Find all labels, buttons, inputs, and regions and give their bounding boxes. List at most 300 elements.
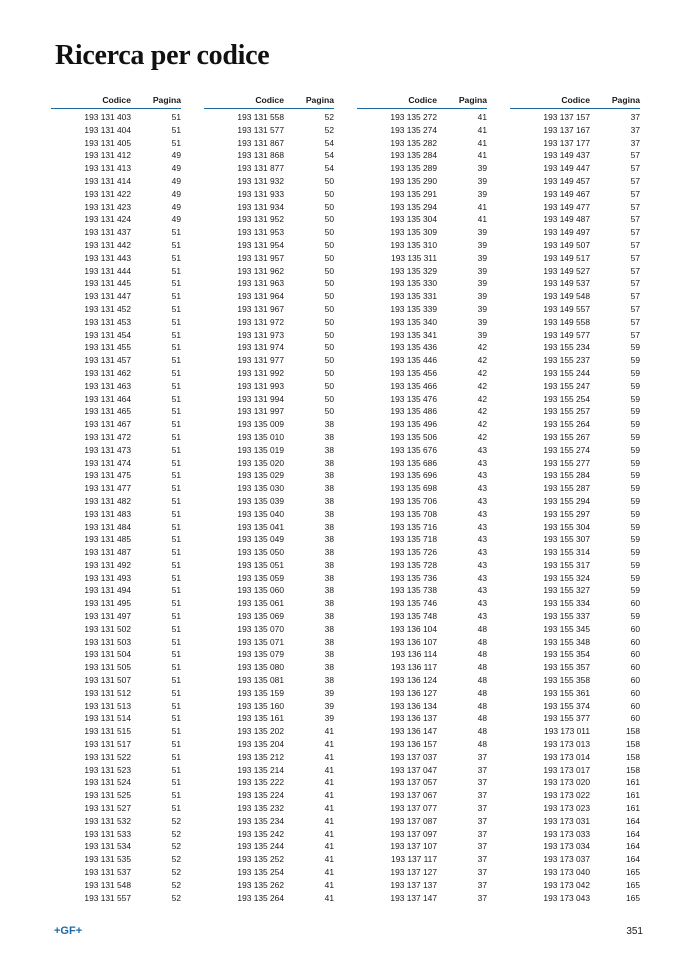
page-cell: 41 (477, 112, 487, 122)
page-cell: 51 (171, 291, 181, 302)
page-cell: 50 (324, 175, 334, 186)
code-cell: 193 136 157 (390, 739, 437, 750)
page-cell: 164 (626, 854, 640, 865)
code-cell: 193 131 477 (84, 483, 131, 494)
page-cell: 43 (477, 572, 487, 583)
page-cell: 43 (477, 598, 487, 609)
page-cell: 165 (626, 867, 640, 878)
table-row (510, 329, 640, 342)
code-cell: 193 135 040 (237, 508, 284, 519)
code-cell: 193 135 060 (237, 585, 284, 596)
table-row (510, 213, 640, 226)
table-row (357, 751, 487, 764)
code-cell: 193 135 716 (390, 521, 437, 532)
code-cell: 193 137 087 (390, 815, 437, 826)
code-cell: 193 131 464 (84, 393, 131, 404)
code-cell: 193 131 474 (84, 457, 131, 468)
page-cell: 48 (477, 636, 487, 647)
page-cell: 51 (171, 508, 181, 519)
table-row (510, 367, 640, 380)
table-row (357, 533, 487, 546)
code-cell: 193 173 011 (544, 726, 590, 737)
header-page-label: Pagina (611, 95, 640, 105)
code-cell: 193 173 034 (543, 841, 590, 852)
page-cell: 51 (171, 112, 181, 122)
code-cell: 193 135 160 (237, 700, 284, 711)
code-cell: 193 131 472 (84, 431, 131, 442)
code-cell: 193 131 957 (237, 252, 284, 263)
table-row (204, 584, 334, 597)
page-cell: 50 (324, 239, 334, 250)
header-code-label: Codice (408, 95, 437, 105)
page-cell: 51 (171, 623, 181, 634)
table-row (357, 469, 487, 482)
page-cell: 42 (477, 393, 487, 404)
page-cell: 158 (626, 751, 640, 762)
page-cell: 51 (171, 547, 181, 558)
code-cell: 193 135 466 (390, 380, 437, 391)
code-cell: 193 155 267 (543, 431, 590, 442)
page-cell: 50 (324, 316, 334, 327)
code-cell: 193 131 404 (84, 124, 131, 135)
table-row (51, 213, 181, 226)
table-row (357, 316, 487, 329)
table-row (204, 380, 334, 393)
table-row (204, 162, 334, 175)
code-cell: 193 136 147 (390, 726, 437, 737)
table-row (204, 482, 334, 495)
table-row (51, 584, 181, 597)
table-row (204, 674, 334, 687)
code-cell: 193 149 447 (543, 163, 590, 174)
page-cell: 51 (171, 751, 181, 762)
table-row (357, 623, 487, 636)
header-code-label: Codice (102, 95, 131, 105)
code-cell: 193 131 475 (84, 470, 131, 481)
page-cell: 52 (171, 892, 181, 903)
page-cell: 60 (630, 675, 640, 686)
code-cell: 193 149 497 (543, 227, 590, 238)
code-cell: 193 131 463 (84, 380, 131, 391)
code-cell: 193 131 934 (237, 201, 284, 212)
page-cell: 39 (477, 291, 487, 302)
code-cell: 193 135 214 (237, 764, 284, 775)
page-cell: 37 (477, 815, 487, 826)
table-row (204, 700, 334, 713)
page-cell: 51 (171, 444, 181, 455)
page-cell: 59 (630, 431, 640, 442)
table-row (204, 303, 334, 316)
table-row (51, 879, 181, 892)
table-row (357, 226, 487, 239)
table-row (204, 559, 334, 572)
table-row (204, 789, 334, 802)
page-cell: 39 (477, 252, 487, 263)
table-row (510, 149, 640, 162)
table-row (510, 303, 640, 316)
page-cell: 37 (477, 790, 487, 801)
code-cell: 193 155 324 (543, 572, 590, 583)
page-cell: 49 (171, 150, 181, 161)
table-row (510, 687, 640, 700)
page-cell: 59 (630, 355, 640, 366)
code-cell: 193 131 524 (84, 777, 131, 788)
page-cell: 60 (630, 662, 640, 673)
table-row (357, 277, 487, 290)
page-cell: 43 (477, 547, 487, 558)
page-cell: 51 (171, 252, 181, 263)
page-cell: 38 (324, 623, 334, 634)
code-cell: 193 131 467 (84, 419, 131, 430)
page-cell: 41 (324, 879, 334, 890)
page-cell: 39 (324, 700, 334, 711)
table-row (51, 866, 181, 879)
code-cell: 193 137 047 (390, 764, 437, 775)
code-cell: 193 149 557 (543, 303, 590, 314)
table-row (204, 661, 334, 674)
page-cell: 43 (477, 585, 487, 596)
table-row (204, 610, 334, 623)
table-row (51, 329, 181, 342)
page-cell: 164 (626, 815, 640, 826)
table-row (204, 508, 334, 521)
code-cell: 193 135 726 (390, 547, 437, 558)
table-row (510, 815, 640, 828)
code-cell: 193 135 059 (237, 572, 284, 583)
code-cell: 193 135 029 (237, 470, 284, 481)
table-row (510, 559, 640, 572)
page-cell: 41 (324, 751, 334, 762)
table-row (51, 482, 181, 495)
page-cell: 51 (171, 495, 181, 506)
code-cell: 193 135 070 (237, 623, 284, 634)
page-cell: 164 (626, 828, 640, 839)
page-cell: 51 (171, 649, 181, 660)
code-cell: 193 173 042 (543, 879, 590, 890)
code-cell: 193 135 051 (237, 559, 284, 570)
table-row (51, 111, 181, 124)
code-cell: 193 131 422 (84, 188, 131, 199)
code-cell: 193 173 040 (543, 867, 590, 878)
page-cell: 51 (171, 227, 181, 238)
page-cell: 57 (630, 150, 640, 161)
index-column (51, 94, 181, 904)
index-column (357, 94, 487, 904)
index-column (510, 94, 640, 904)
code-cell: 193 135 202 (237, 726, 284, 737)
page-cell: 37 (477, 841, 487, 852)
code-cell: 193 135 456 (390, 367, 437, 378)
table-row (51, 277, 181, 290)
table-row (204, 623, 334, 636)
table-row (51, 495, 181, 508)
page-cell: 52 (171, 828, 181, 839)
code-cell: 193 131 405 (84, 137, 131, 148)
code-cell: 193 131 534 (84, 841, 131, 852)
index-column (204, 94, 334, 904)
code-cell: 193 135 204 (237, 739, 284, 750)
code-cell: 193 131 523 (84, 764, 131, 775)
page-cell: 51 (171, 675, 181, 686)
code-cell: 193 131 868 (237, 150, 284, 161)
page-cell: 41 (477, 214, 487, 225)
page-cell: 59 (630, 444, 640, 455)
table-row (51, 802, 181, 815)
table-row (51, 316, 181, 329)
table-row (51, 265, 181, 278)
page-cell: 51 (171, 303, 181, 314)
code-cell: 193 135 079 (237, 649, 284, 660)
code-cell: 193 131 535 (84, 854, 131, 865)
code-cell: 193 173 033 (543, 828, 590, 839)
code-cell: 193 155 277 (543, 457, 590, 468)
table-row (357, 431, 487, 444)
code-cell: 193 131 867 (237, 137, 284, 148)
code-cell: 193 131 492 (84, 559, 131, 570)
page-cell: 39 (477, 239, 487, 250)
table-row (51, 546, 181, 559)
table-row (357, 559, 487, 572)
table-row (357, 789, 487, 802)
page-cell: 51 (171, 739, 181, 750)
page-cell: 50 (324, 188, 334, 199)
page-cell: 41 (324, 777, 334, 788)
table-row (357, 866, 487, 879)
page-cell: 60 (630, 700, 640, 711)
page-cell: 37 (477, 892, 487, 903)
table-row (357, 380, 487, 393)
table-row (204, 815, 334, 828)
page-cell: 57 (630, 227, 640, 238)
page-cell: 51 (171, 611, 181, 622)
code-cell: 193 155 327 (543, 585, 590, 596)
table-row (204, 124, 334, 137)
page-cell: 57 (630, 291, 640, 302)
table-row (510, 188, 640, 201)
page-cell: 50 (324, 342, 334, 353)
page-cell: 51 (171, 355, 181, 366)
page-cell: 158 (626, 739, 640, 750)
code-cell: 193 135 264 (237, 892, 284, 903)
page-cell: 37 (477, 867, 487, 878)
page-cell: 51 (171, 470, 181, 481)
table-row (204, 495, 334, 508)
page-cell: 161 (626, 803, 640, 814)
page-cell: 43 (477, 534, 487, 545)
column-header (51, 94, 181, 109)
header-code-label: Codice (561, 95, 590, 105)
page-cell: 43 (477, 457, 487, 468)
page-cell: 59 (630, 572, 640, 583)
code-cell: 193 135 061 (237, 598, 284, 609)
code-cell: 193 135 081 (237, 675, 284, 686)
table-row (204, 853, 334, 866)
table-row (204, 738, 334, 751)
table-row (510, 137, 640, 150)
table-row (357, 393, 487, 406)
code-cell: 193 131 443 (84, 252, 131, 263)
table-row (204, 533, 334, 546)
code-cell: 193 155 304 (543, 521, 590, 532)
code-cell: 193 155 234 (543, 342, 590, 353)
table-row (204, 469, 334, 482)
table-row (510, 469, 640, 482)
code-cell: 193 155 337 (543, 611, 590, 622)
table-row (510, 853, 640, 866)
page-cell: 41 (324, 867, 334, 878)
code-cell: 193 135 340 (390, 316, 437, 327)
code-cell: 193 135 244 (237, 841, 284, 852)
code-cell: 193 155 317 (543, 559, 590, 570)
page-cell: 37 (630, 124, 640, 135)
page-cell: 48 (477, 700, 487, 711)
page-cell: 60 (630, 649, 640, 660)
page-cell: 59 (630, 342, 640, 353)
page-cell: 43 (477, 483, 487, 494)
table-row (357, 252, 487, 265)
code-cell: 193 137 057 (390, 777, 437, 788)
code-cell: 193 135 304 (390, 214, 437, 225)
code-cell: 193 131 504 (84, 649, 131, 660)
page-cell: 51 (171, 124, 181, 135)
page-title: Ricerca per codice (55, 40, 270, 71)
page-cell: 52 (171, 879, 181, 890)
page-cell: 38 (324, 598, 334, 609)
page-cell: 41 (477, 150, 487, 161)
code-cell: 193 135 050 (237, 547, 284, 558)
page-cell: 59 (630, 495, 640, 506)
code-cell: 193 135 049 (237, 534, 284, 545)
page-cell: 59 (630, 611, 640, 622)
table-row (510, 277, 640, 290)
table-row (510, 444, 640, 457)
table-row (510, 636, 640, 649)
page-cell: 50 (324, 278, 334, 289)
table-row (204, 712, 334, 725)
page-cell: 49 (171, 201, 181, 212)
page-cell: 57 (630, 163, 640, 174)
table-row (204, 137, 334, 150)
table-row (51, 341, 181, 354)
page-cell: 49 (171, 214, 181, 225)
code-cell: 193 135 274 (390, 124, 437, 135)
page-number: 351 (626, 926, 643, 937)
header-page-label: Pagina (458, 95, 487, 105)
page-cell: 57 (630, 214, 640, 225)
page-cell: 59 (630, 380, 640, 391)
page-cell: 51 (171, 265, 181, 276)
code-cell: 193 137 167 (543, 124, 590, 135)
page-cell: 50 (324, 329, 334, 340)
page-cell: 52 (324, 124, 334, 135)
page-cell: 41 (324, 803, 334, 814)
table-row (357, 265, 487, 278)
code-cell: 193 131 963 (237, 278, 284, 289)
table-row (51, 521, 181, 534)
page-cell: 43 (477, 508, 487, 519)
code-cell: 193 135 290 (390, 175, 437, 186)
table-row (204, 457, 334, 470)
code-cell: 193 135 232 (237, 803, 284, 814)
page-cell: 60 (630, 598, 640, 609)
code-cell: 193 131 974 (237, 342, 284, 353)
table-row (510, 175, 640, 188)
page-cell: 51 (171, 406, 181, 417)
page-cell: 38 (324, 444, 334, 455)
page-cell: 37 (477, 777, 487, 788)
page-cell: 48 (477, 649, 487, 660)
table-row (357, 213, 487, 226)
page-cell: 59 (630, 585, 640, 596)
table-row (204, 405, 334, 418)
table-row (51, 674, 181, 687)
page-cell: 37 (630, 112, 640, 122)
table-row (510, 661, 640, 674)
table-row (510, 610, 640, 623)
code-cell: 193 149 548 (543, 291, 590, 302)
page-cell: 43 (477, 470, 487, 481)
page-cell: 158 (626, 726, 640, 737)
page-cell: 59 (630, 367, 640, 378)
table-row (357, 329, 487, 342)
code-cell: 193 136 134 (390, 700, 437, 711)
code-cell: 193 149 477 (543, 201, 590, 212)
table-row (204, 546, 334, 559)
page-cell: 57 (630, 188, 640, 199)
code-cell: 193 155 345 (543, 623, 590, 634)
page-cell: 50 (324, 227, 334, 238)
code-cell: 193 136 124 (390, 675, 437, 686)
page-cell: 41 (324, 726, 334, 737)
page-cell: 50 (324, 380, 334, 391)
code-cell: 193 155 297 (543, 508, 590, 519)
table-row (357, 572, 487, 585)
page-cell: 42 (477, 380, 487, 391)
code-cell: 193 136 117 (391, 662, 437, 673)
code-cell: 193 137 067 (390, 790, 437, 801)
code-cell: 193 131 484 (84, 521, 131, 532)
code-cell: 193 149 457 (543, 175, 590, 186)
code-cell: 193 131 454 (84, 329, 131, 340)
page-cell: 38 (324, 611, 334, 622)
code-cell: 193 131 954 (237, 239, 284, 250)
page-cell: 42 (477, 342, 487, 353)
table-row (510, 431, 640, 444)
page-cell: 165 (626, 879, 640, 890)
page-cell: 59 (630, 419, 640, 430)
page-cell: 39 (477, 163, 487, 174)
code-cell: 193 173 017 (543, 764, 590, 775)
code-cell: 193 137 177 (543, 137, 590, 148)
table-row (51, 661, 181, 674)
table-row (510, 840, 640, 853)
table-row (510, 201, 640, 214)
page-cell: 57 (630, 201, 640, 212)
code-cell: 193 135 291 (390, 188, 437, 199)
code-cell: 193 173 022 (543, 790, 590, 801)
table-row (204, 111, 334, 124)
table-row (51, 597, 181, 610)
code-cell: 193 131 412 (84, 150, 131, 161)
table-row (51, 840, 181, 853)
code-cell: 193 131 933 (237, 188, 284, 199)
code-cell: 193 131 445 (84, 278, 131, 289)
code-cell: 193 155 274 (543, 444, 590, 455)
code-cell: 193 135 686 (390, 457, 437, 468)
page-cell: 60 (630, 713, 640, 724)
table-row (204, 316, 334, 329)
table-row (357, 648, 487, 661)
